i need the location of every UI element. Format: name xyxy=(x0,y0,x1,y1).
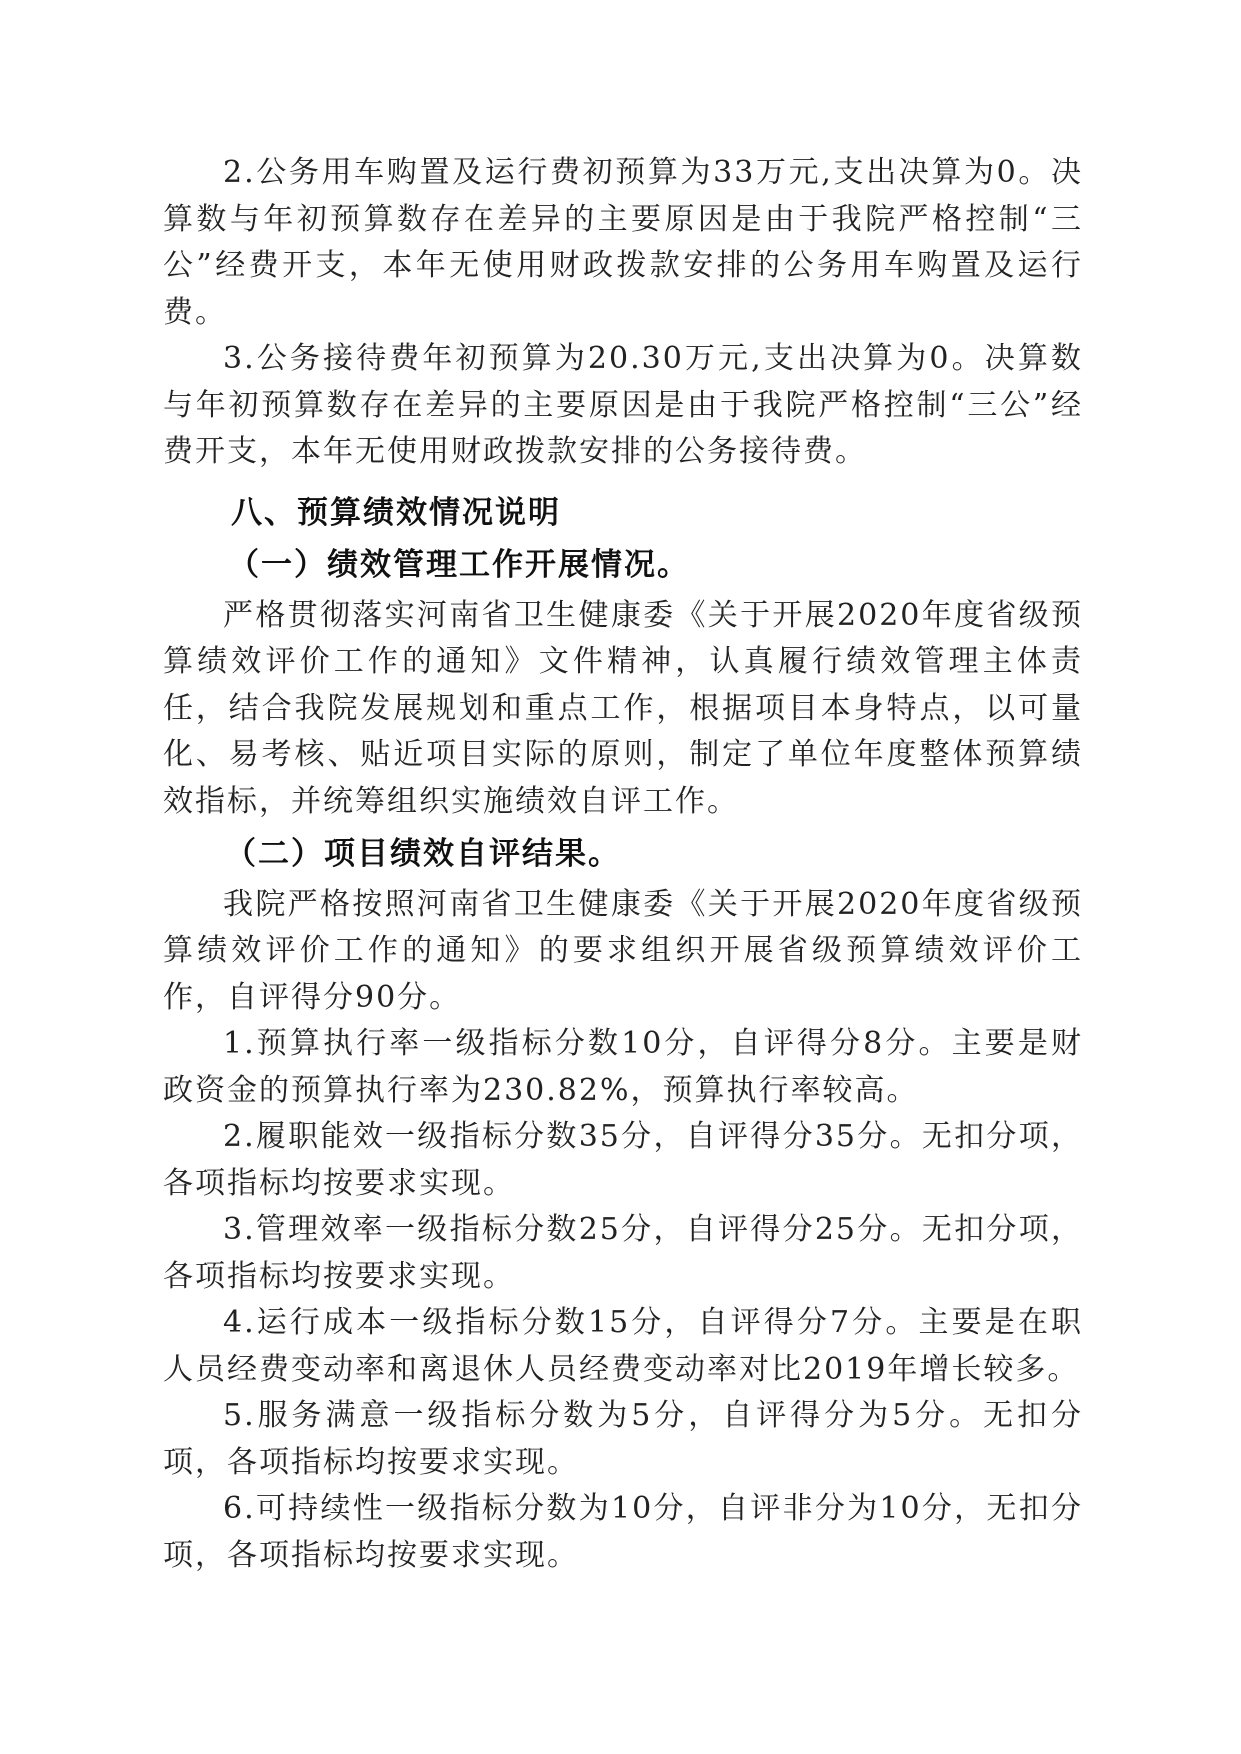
subsection-heading-management: （一）绩效管理工作开展情况。 xyxy=(228,547,690,583)
paragraph-self-evaluation-intro: 我院严格按照河南省卫生健康委《关于开展2020年度省级预算绩效评价工作的通知》的要求组织开展省级预算绩效评价工作，自评得分90分。 xyxy=(163,886,1083,1015)
section-heading-performance: 八、预算绩效情况说明 xyxy=(231,494,561,531)
paragraph-sustainability: 6.可持续性一级指标分数为10分，自评非分为10分，无扣分项，各项指标均按要求实现。 xyxy=(163,1491,1083,1573)
paragraph-service-satisfaction: 5.服务满意一级指标分数为5分，自评得分为5分。无扣分项，各项指标均按要求实现。 xyxy=(163,1398,1083,1480)
paragraph-reception-expense: 3.公务接待费年初预算为20.30万元,支出决算为0。决算数与年初预算数存在差异的主要原因是由于我院严格控制“三公”经费开支，本年无使用财政拨款安排的公务接待费。 xyxy=(163,341,1083,469)
paragraph-operating-cost: 4.运行成本一级指标分数15分，自评得分7分。主要是在职人员经费变动率和离退休人员经费变动率对比2019年增长较多。 xyxy=(163,1305,1083,1387)
subsection-heading-self-evaluation: （二）项目绩效自评结果。 xyxy=(225,836,621,872)
paragraph-management: 严格贯彻落实河南省卫生健康委《关于开展2020年度省级预算绩效评价工作的通知》文件精神，认真履行绩效管理主体责任，结合我院发展规划和重点工作，根据项目本身特点，以可量化、易考核、贴近项目实际的原则，制定了单位年度整体预算绩效指标，并统筹组织实施绩效自评工作。 xyxy=(163,597,1083,819)
document-body xyxy=(163,150,1083,1579)
paragraph-performance-efficiency: 2.履职能效一级指标分数35分，自评得分35分。无扣分项，各项指标均按要求实现。 xyxy=(163,1119,1083,1201)
paragraph-management-efficiency: 3.管理效率一级指标分数25分，自评得分25分。无扣分项，各项指标均按要求实现。 xyxy=(163,1212,1083,1294)
paragraph-budget-execution: 1.预算执行率一级指标分数10分，自评得分8分。主要是财政资金的预算执行率为230.82%，预算执行率较高。 xyxy=(163,1026,1083,1108)
paragraph-vehicle-expense: 2.公务用车购置及运行费初预算为33万元,支出决算为0。决算数与年初预算数存在差异的主要原因是由于我院严格控制“三公”经费开支，本年无使用财政拨款安排的公务用车购置及运行费。 xyxy=(163,155,1083,330)
